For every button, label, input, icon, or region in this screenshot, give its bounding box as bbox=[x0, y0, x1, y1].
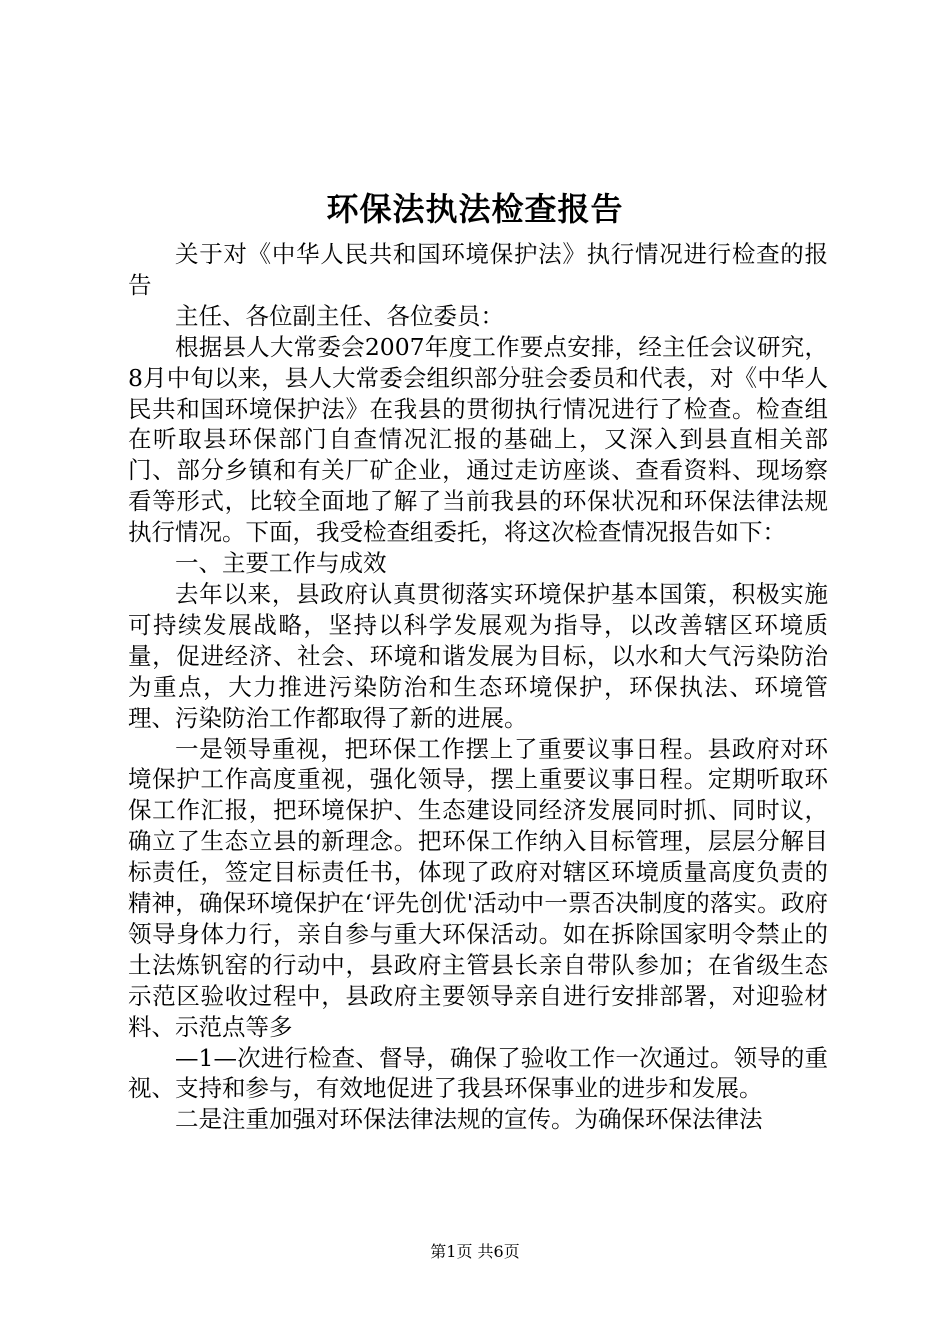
paragraph-salutation: 主任、各位副主任、各位委员： bbox=[175, 301, 504, 330]
paragraph-report-heading: 关于对《中华人民共和国环境保护法》执行情况进行检查的报告 bbox=[128, 240, 828, 299]
section-heading: 一、主要工作与成效 bbox=[175, 549, 387, 578]
document-body bbox=[128, 239, 828, 1135]
paragraph-point-one: 一是领导重视，把环保工作摆上了重要议事日程。县政府对环境保护工作高度重视，强化领导，摆上重要议事日程。定期听取环保工作汇报，把环境保护、生态建设同经济发展同时抓、同时议，确立了生态立县的新理念。把环保工作纳入目标管理，层层分解目标责任，签定目标责任书，体现了政府对辖区环境质量高度负责的精神，确保环境保护在‘评先创优'活动中一票否决制度的落实。政府领导身体力行，亲自参与重大环保活动。如在拆除国家明令禁止的土法炼钒窑的行动中，县政府主管县长亲自带队参加；在省级生态示范区验收过程中，县政府主要领导亲自进行安排部署，对迎验材料、示范点等多 bbox=[128, 734, 828, 1041]
paragraph-intro: 根据县人大常委会2007年度工作要点安排，经主任会议研究，8月中旬以来，县人大常委会组织部分驻会委员和代表，对《中华人民共和国环境保护法》在我县的贯彻执行情况进行了检查。检查组在听取县环保部门自查情况汇报的基础上，又深入到县直相关部门、部分乡镇和有关厂矿企业，通过走访座谈、查看资料、现场察看等形式，比较全面地了解了当前我县的环保状况和环保法律法规执行情况。下面，我受检查组委托，将这次检查情况报告如下： bbox=[128, 332, 828, 547]
paragraph-summary: 去年以来，县政府认真贯彻落实环境保护基本国策，积极实施可持续发展战略，坚持以科学发展观为指导，以改善辖区环境质量，促进经济、社会、环境和谐发展为目标，以水和大气污染防治为重点，大力推进污染防治和生态环境保护，环保执法、环境管理、污染防治工作都取得了新的进展。 bbox=[128, 579, 828, 732]
page-footer: 第1页 共6页 bbox=[430, 1242, 520, 1261]
document-title: 环保法执法检查报告 bbox=[326, 190, 624, 228]
paragraph-point-one-continued: —1—次进行检查、督导，确保了验收工作一次通过。领导的重视、支持和参与，有效地促进了我县环保事业的进步和发展。 bbox=[128, 1043, 828, 1103]
paragraph-point-two: 二是注重加强对环保法律法规的宣传。为确保环保法律法 bbox=[175, 1105, 763, 1134]
